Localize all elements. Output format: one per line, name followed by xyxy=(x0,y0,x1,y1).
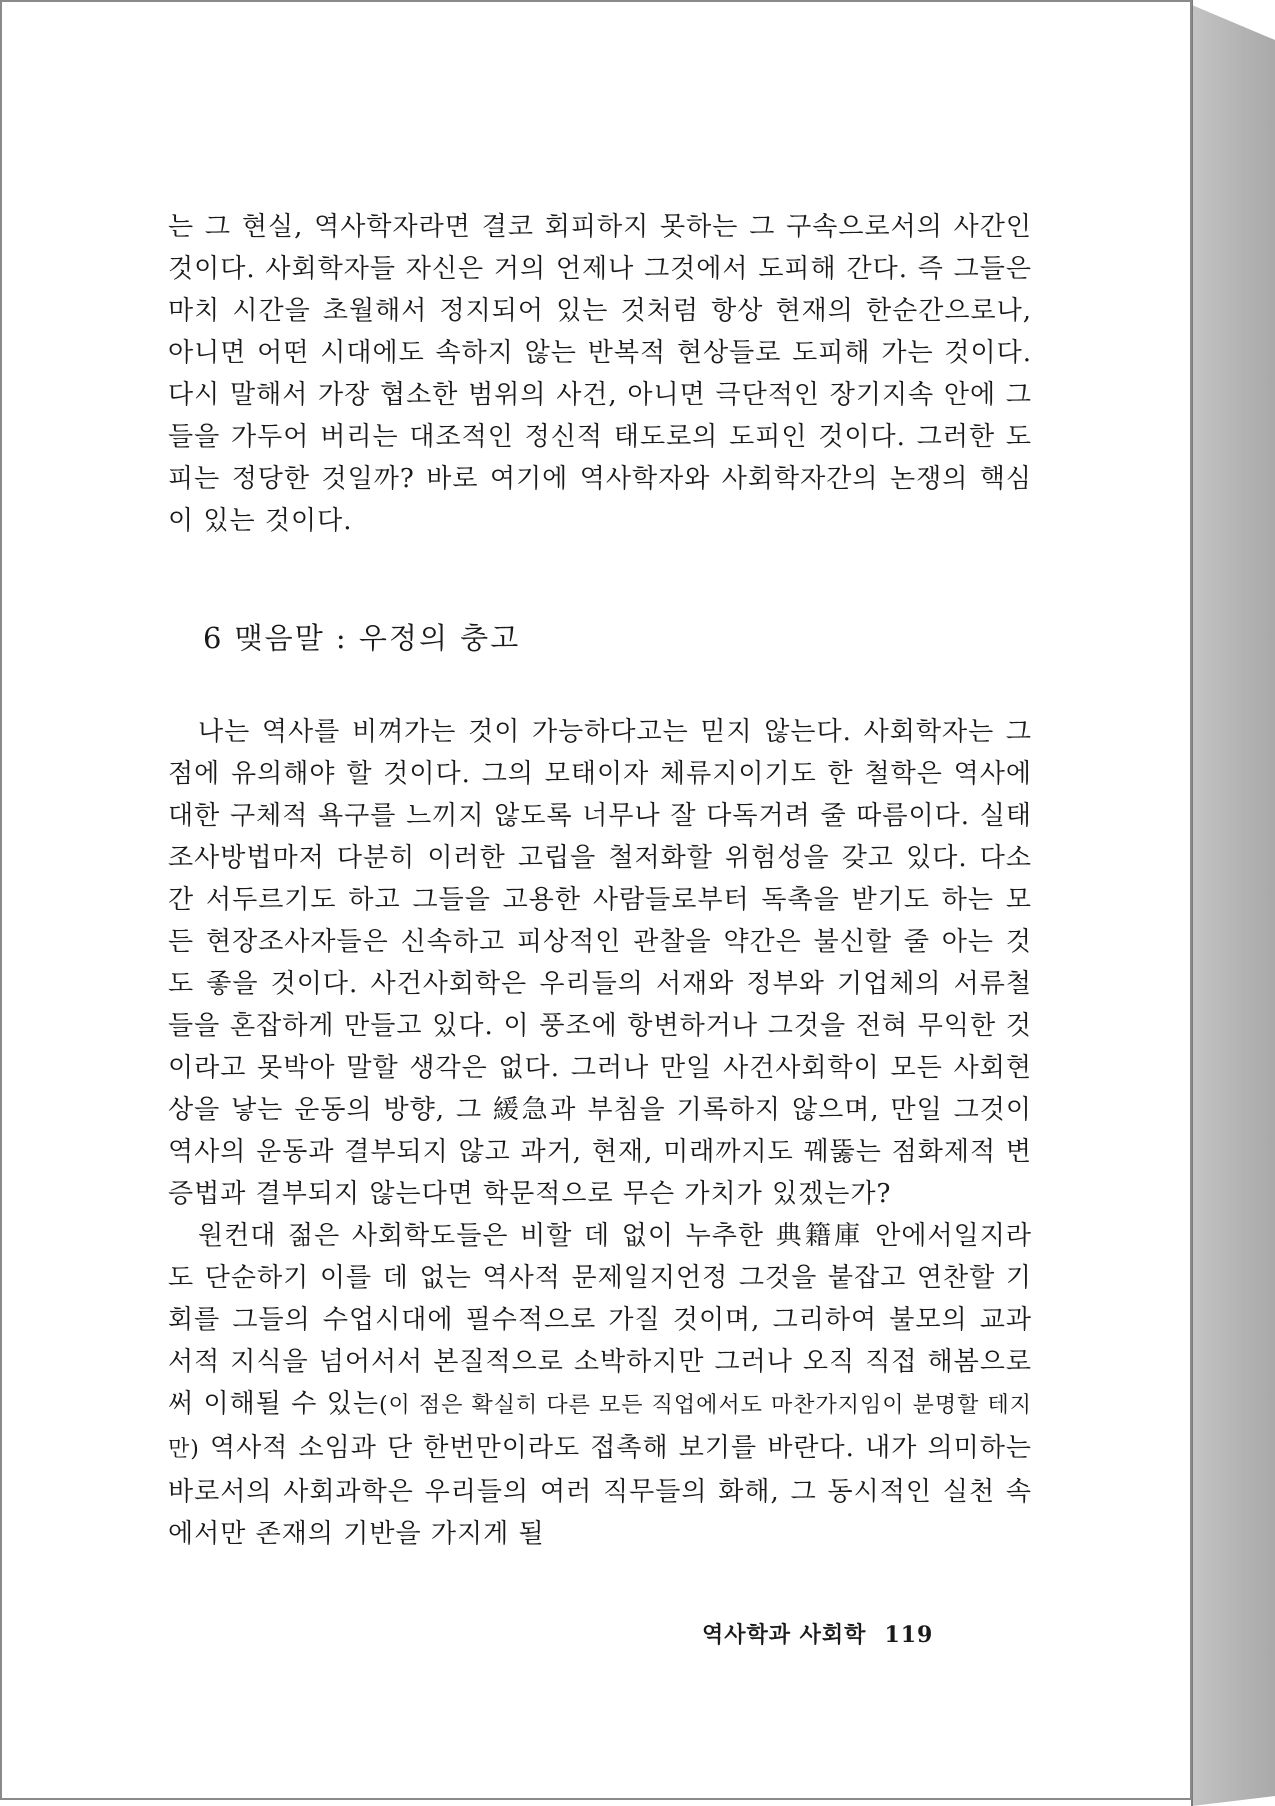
running-footer xyxy=(702,1618,1002,1649)
section-heading: 6 맺음말 : 우정의 충고 xyxy=(203,621,521,655)
page-number: 119 xyxy=(884,1622,934,1648)
page-body xyxy=(168,206,1032,1555)
paragraph-3-text-b: 역사적 소임과 단 한번만이라도 접촉해 보기를 바란다. 내가 의미하는 바로서의 사회과학은 우리들의 여러 직무들의 화해, 그 동시적인 실천 속에서만 존재의 기반을 가지게 될 xyxy=(168,1433,1032,1549)
paragraph-3-text-a: 원컨대 젊은 사회학도들은 비할 데 없이 누추한 典籍庫 안에서일지라도 단순하기 이를 데 없는 역사적 문제일지언정 그것을 붙잡고 연찬할 기회를 그들의 수업시대에 필수적으로 가질 것이며, 그리하여 불모의 교과서적 지식을 넘어서서 본질적으로 소박하지만 그러나 오직 직접 해봄으로써 이해될 수 있는 xyxy=(168,1221,1032,1419)
paragraph-3-parenthetical: (이 점은 확실히 다른 모든 직업에서도 마찬가지임이 분명할 테지만) xyxy=(168,1393,1032,1462)
book-thickness-edge xyxy=(1192,0,1275,1806)
body-paragraph-3 xyxy=(168,1215,1032,1555)
body-paragraph-2: 나는 역사를 비껴가는 것이 가능하다고는 믿지 않는다. 사회학자는 그 점에 유의해야 할 것이다. 그의 모태이자 체류지이기도 한 철학은 역사에 대한 구체적 욕구를 느끼지 않도록 너무나 잘 다독거려 줄 따름이다. 실태조사방법마저 다분히 이러한 고립을 철저화할 위험성을 갖고 있다. 다소간 서두르기도 하고 그들을 고용한 사람들로부터 독촉을 받기도 하는 모든 현장조사자들은 신속하고 피상적인 관찰을 약간은 불신할 줄 아는 것도 좋을 것이다. 사건사회학은 우리들의 서재와 정부와 기업체의 서류철들을 혼잡하게 만들고 있다. 이 풍조에 항변하거나 그것을 전혀 무익한 것이라고 못박아 말할 생각은 없다. 그러나 만일 사건사회학이 모든 사회현상을 낳는 운동의 방향, 그 緩急과 부침을 기록하지 않으며, 만일 그것이 역사의 운동과 결부되지 않고 과거, 현재, 미래까지도 꿰뚫는 점화제적 변증법과 결부되지 않는다면 학문적으로 무슨 가치가 있겠는가? xyxy=(168,717,1032,1209)
running-title: 역사학과 사회학 xyxy=(702,1622,867,1648)
opening-paragraph: 는 그 현실, 역사학자라면 결코 회피하지 못하는 그 구속으로서의 사간인 것이다. 사회학자들 자신은 거의 언제나 그것에서 도피해 간다. 즉 그들은 마치 시간을 초월해서 정지되어 있는 것처럼 항상 현재의 한순간으로나, 아니면 어떤 시대에도 속하지 않는 반복적 현상들로 도피해 가는 것이다. 다시 말해서 가장 협소한 범위의 사건, 아니면 극단적인 장기지속 안에 그들을 가두어 버리는 대조적인 정신적 태도로의 도피인 것이다. 그러한 도피는 정당한 것일까? 바로 여기에 역사학자와 사회학자간의 논쟁의 핵심이 있는 것이다. xyxy=(168,212,1032,536)
